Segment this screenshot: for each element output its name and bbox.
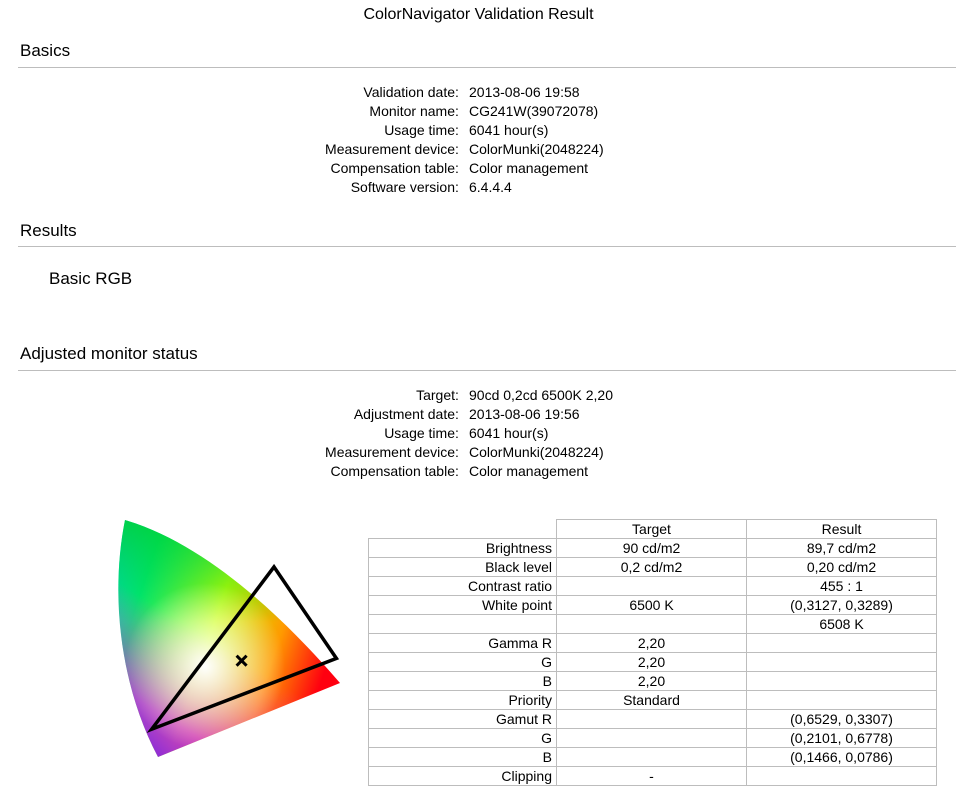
kv-value: ColorMunki(2048224) [469,444,604,460]
row-label: Gamut R [369,710,557,729]
row-result: 6508 K [747,615,937,634]
adjusted-heading: Adjusted monitor status [20,344,198,363]
row-result: 0,20 cd/m2 [747,558,937,577]
basics-heading: Basics [20,41,71,60]
basics-row-software-version [0,178,957,197]
table-row [369,615,937,634]
results-heading: Results [20,221,77,240]
kv-separator: : [455,122,459,138]
header-result: Result [747,520,937,539]
table-row [369,558,937,577]
row-label: Priority [369,691,557,710]
row-result [747,634,937,653]
adjusted-row-measurement-device [0,443,957,462]
row-target: - [557,767,747,786]
kv-label: Compensation table [330,160,455,176]
row-result: 89,7 cd/m2 [747,539,937,558]
basics-row-validation-date [0,83,957,102]
table-row [369,653,937,672]
row-label: Black level [369,558,557,577]
kv-label: Compensation table [330,463,455,479]
row-result: 455 : 1 [747,577,937,596]
basics-row-compensation-table [0,159,957,178]
basics-row-measurement-device [0,140,957,159]
table-row [369,748,937,767]
kv-label: Monitor name [369,103,455,119]
results-subheading: Basic RGB [49,269,133,288]
kv-separator: : [455,425,459,441]
adjusted-row-compensation-table [0,462,957,481]
kv-label: Validation date [363,84,455,100]
table-row [369,634,937,653]
basics-row-usage-time [0,121,957,140]
kv-value: 6041 hour(s) [469,122,549,138]
row-result [747,672,937,691]
table-row [369,710,937,729]
results-divider [18,246,956,247]
row-label [369,615,557,634]
row-label: Clipping [369,767,557,786]
report-title: ColorNavigator Validation Result [363,6,594,23]
row-target: 6500 K [557,596,747,615]
table-row [369,672,937,691]
kv-value: 90cd 0,2cd 6500K 2,20 [469,387,614,403]
row-result: (0,2101, 0,6778) [747,729,937,748]
table-row [369,691,937,710]
kv-value: 6041 hour(s) [469,425,549,441]
header-blank [369,520,557,539]
row-result [747,691,937,710]
row-result [747,653,937,672]
row-target [557,748,747,767]
kv-separator: : [455,179,459,195]
row-label: B [369,672,557,691]
row-target: 2,20 [557,653,747,672]
table-row [369,577,937,596]
row-target [557,577,747,596]
spectral-locus [100,505,350,765]
row-result: (0,3127, 0,3289) [747,596,937,615]
kv-separator: : [455,387,459,403]
chromaticity-diagram [100,505,350,765]
kv-value: 2013-08-06 19:58 [469,84,580,100]
kv-value: ColorMunki(2048224) [469,141,604,157]
kv-separator: : [455,84,459,100]
row-label: Contrast ratio [369,577,557,596]
row-target: 90 cd/m2 [557,539,747,558]
row-label: G [369,729,557,748]
row-label: Gamma R [369,634,557,653]
adjusted-info-list [0,386,957,481]
row-result: (0,6529, 0,3307) [747,710,937,729]
row-target [557,729,747,748]
kv-separator: : [455,141,459,157]
kv-separator: : [455,406,459,422]
row-label: B [369,748,557,767]
basics-divider [18,67,956,68]
table-row [369,729,937,748]
row-label: Brightness [369,539,557,558]
row-label: White point [369,596,557,615]
kv-label: Usage time [384,425,455,441]
table-header-row [369,520,937,539]
kv-label: Measurement device [325,444,455,460]
row-target: 2,20 [557,634,747,653]
kv-separator: : [455,160,459,176]
kv-label: Software version [350,179,455,195]
kv-value: 2013-08-06 19:56 [469,406,580,422]
basics-info-list [0,83,957,197]
kv-separator: : [455,444,459,460]
table-row [369,767,937,786]
row-label: G [369,653,557,672]
kv-separator: : [455,103,459,119]
kv-label: Adjustment date [353,406,455,422]
kv-value: 6.4.4.4 [469,179,512,195]
kv-separator: : [455,463,459,479]
header-target: Target [557,520,747,539]
row-target [557,615,747,634]
row-target [557,710,747,729]
adjusted-divider [18,370,956,371]
row-result: (0,1466, 0,0786) [747,748,937,767]
row-target: 2,20 [557,672,747,691]
row-target: Standard [557,691,747,710]
results-table [368,519,937,786]
kv-label: Usage time [384,122,455,138]
row-result [747,767,937,786]
table-row [369,539,937,558]
kv-label: Target [416,387,455,403]
kv-value: Color management [469,160,589,176]
kv-value: CG241W(39072078) [469,103,599,119]
table-row [369,596,937,615]
adjusted-row-usage-time [0,424,957,443]
kv-value: Color management [469,463,589,479]
adjusted-row-target [0,386,957,405]
adjusted-row-adjustment-date [0,405,957,424]
kv-label: Measurement device [325,141,455,157]
row-target: 0,2 cd/m2 [557,558,747,577]
basics-row-monitor-name [0,102,957,121]
